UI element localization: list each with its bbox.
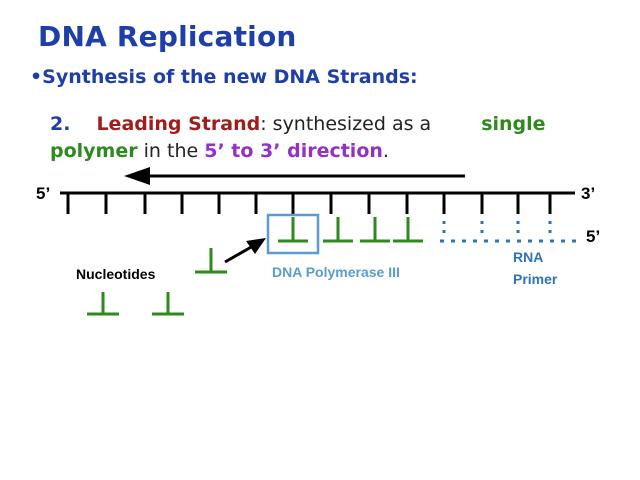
rna-primer (440, 221, 580, 241)
bullet-text: Synthesis of the new DNA Strands: (42, 66, 418, 88)
bullet-heading: •Synthesis of the new DNA Strands: (30, 66, 418, 88)
label-3prime-top: 3’ (581, 184, 596, 203)
label-polymerase: DNA Polymerase III (272, 264, 400, 280)
word-polymer: polymer (50, 140, 138, 162)
word-single: single (481, 113, 546, 135)
label-nucleotides: Nucleotides (76, 266, 156, 282)
step-text-b: in the (137, 140, 205, 162)
step-period: . (382, 140, 389, 162)
leading-strand-term: Leading Strand (96, 113, 261, 135)
label-5prime-top: 5’ (36, 184, 51, 203)
template-strand-bases (68, 194, 550, 214)
nucleotide-entry-arrow-shaft (225, 246, 253, 262)
nucleotide-entry-arrow-head (246, 238, 266, 254)
step-text-a: synthesized as a (266, 113, 432, 135)
step-colon: : (260, 113, 267, 135)
page-title: DNA Replication (38, 20, 297, 53)
label-primer-line2: Primer (513, 271, 558, 287)
label-primer-line1: RNA (513, 249, 544, 265)
step-number: 2. (50, 113, 71, 135)
direction-text: 5’ to 3’ direction (204, 140, 383, 162)
new-strand-nucleotides (278, 217, 423, 241)
label-5prime-bottom: 5’ (586, 227, 601, 246)
direction-arrow-head (124, 167, 150, 185)
